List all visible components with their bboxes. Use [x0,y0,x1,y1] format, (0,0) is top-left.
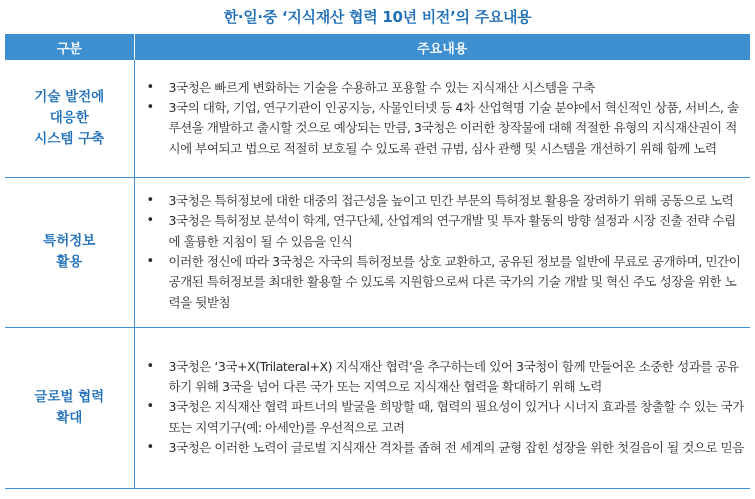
row-category: 특허정보 활용 [5,177,134,327]
row-content [134,177,750,327]
bullet-list [143,357,745,458]
row-category: 글로벌 협력 확대 [5,327,134,488]
list-item [143,78,745,98]
bullet-icon: • [146,99,154,115]
list-item-text: 3국청은 ‘3국+X(Trilateral+X) 지식재산 협력’을 추구하는데 있어 3국청이 함께 만들어온 소중한 성과를 공유하기 위해 3국을 넘어 다른 국가 또는 지역으로 지식재산 협력을 확대하기 위해 노력 [168,358,739,395]
page-title: 한·일·중 ‘지식재산 협력 10년 비전’의 주요내용 [223,8,532,26]
list-item-text: 3국청은 지식재산 협력 파트너의 발굴을 희망할 때, 협력의 필요성이 있거나 시너지 효과를 창출할 수 있는 국가 또는 지역기구(예: 아세안)를 우선적으로 고려 [168,399,744,435]
bullet-icon: • [146,193,154,209]
table-row [5,177,750,327]
bullet-icon: • [146,439,154,455]
list-item-text: 3국청은 특허정보에 대한 대중의 접근성을 높이고 민간 부문의 특허정보 활용을 장려하기 위해 공동으로 노력 [168,193,734,209]
row-content [134,60,750,177]
header-category: 구분 [5,34,134,60]
list-item [143,357,745,398]
list-item-text: 이러한 정신에 따라 3국청은 자국의 특허정보를 상호 교환하고, 공유된 정보를 일반에 무료로 공개하며, 민간이 공개된 특허정보를 최대한 활용할 수 있도록 지원함으로써 다른 국가의 기술 개발 및 혁신 주도 성장을 위한 노력을 뒷받침 [168,254,741,310]
bullet-list [143,191,745,313]
bullet-icon: • [146,213,154,229]
bullet-icon: • [146,79,154,95]
list-item [143,211,745,252]
list-item-text: 3국의 대학, 기업, 연구기관이 인공지능, 사물인터넷 등 4차 산업혁명 기술 분야에서 혁신적인 상품, 서비스, 솔루션을 개발하고 출시할 것으로 예상되는 만큼, 3국청은 이러한 창작물에 대해 적절한 유형의 지식재산권이 적시에 부여되고 법으로 적절히 보호될 수 있도록 관련 규범, 심사 관행 및 시스템을 개선하기 위해 함께 노력 [168,99,739,156]
table-header-row [5,34,750,60]
list-item [143,98,745,159]
list-item [143,438,745,458]
table-row [5,327,750,488]
table-row [5,60,750,177]
list-item [143,191,745,211]
list-item [143,252,745,313]
header-content: 주요내용 [134,34,750,60]
row-content [134,327,750,488]
bullet-icon: • [146,399,154,415]
list-item-text: 3국청은 이러한 노력이 글로벌 지식재산 격차를 좁혀 전 세계의 균형 잡힌 성장을 위한 첫걸음이 될 것으로 믿음 [168,439,744,455]
content-table [5,34,750,489]
row-category: 기술 발전에 대응한 시스템 구축 [5,60,134,177]
list-item [143,397,745,438]
bullet-list [143,78,745,159]
list-item-text: 3국청은 특허정보 분석이 학계, 연구단체, 산업계의 연구개발 및 투자 활동의 방향 설정과 시장 진출 전략 수립에 훌륭한 지침이 될 수 있음을 인식 [168,213,736,249]
bullet-icon: • [146,358,154,374]
list-item-text: 3국청은 빠르게 변화하는 기술을 수용하고 포용할 수 있는 지식재산 시스템을 구축 [168,79,595,95]
bullet-icon: • [146,254,154,269]
